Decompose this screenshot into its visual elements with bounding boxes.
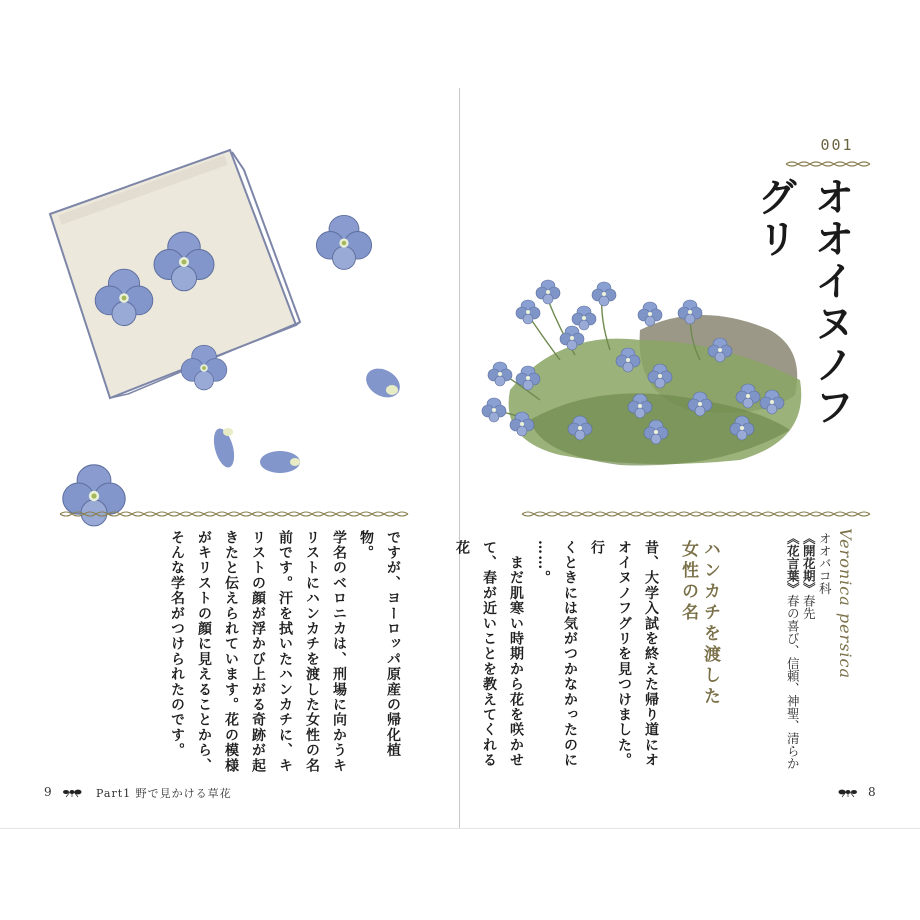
body-line: 昔、大学入試を終えた帰り道にオ	[643, 540, 659, 768]
flower-language-label: 《花言葉》	[785, 532, 801, 595]
subhead-line-1: ハンカチを渡した	[700, 540, 720, 708]
body-line: がキリストの顔に見えることから、	[196, 530, 212, 774]
latin-name: Veronica persica	[836, 528, 855, 680]
bloom-label: 《開花期》	[801, 532, 817, 595]
page-title: オオイヌノフグリ	[751, 176, 854, 428]
subhead-line-2: 女性の名	[678, 540, 698, 624]
body-line: くときには気がつかなかったのに	[562, 540, 578, 768]
body-line: 前です。汗を拭いたハンカチに、キ	[277, 530, 293, 774]
body-line: 学名のベロニカは、刑場に向かうキ	[331, 530, 347, 774]
body-line: リストの顔が浮かび上がる奇跡が起	[250, 530, 266, 774]
body-line: ですが、ヨーロッパ原産の帰化植物。	[358, 530, 401, 758]
page-number-right: 8	[868, 785, 876, 799]
bloom-value: 春先	[801, 594, 817, 620]
body-line: きたと伝えられています。花の模様	[223, 530, 239, 774]
body-line: て、春が近いことを教えてくれる花	[454, 540, 497, 768]
body-line: まだ肌寒い時期から花を咲かせ	[508, 540, 524, 768]
body-line: そんな学名がつけられたのです。	[169, 530, 185, 758]
entry-number: 001	[820, 136, 854, 154]
body-line: ……。	[535, 540, 551, 586]
flower-language-value: 春の喜び、信頼、神聖、清らか	[785, 594, 801, 770]
body-line: リストにハンカチを渡した女性の名	[304, 530, 320, 774]
page-number-left: 9	[44, 785, 52, 799]
family-label: オオバコ科	[817, 532, 833, 595]
running-head: Part1 野で見かける草花	[96, 787, 232, 800]
body-line: オイヌノフグリを見つけました。行	[589, 540, 632, 768]
